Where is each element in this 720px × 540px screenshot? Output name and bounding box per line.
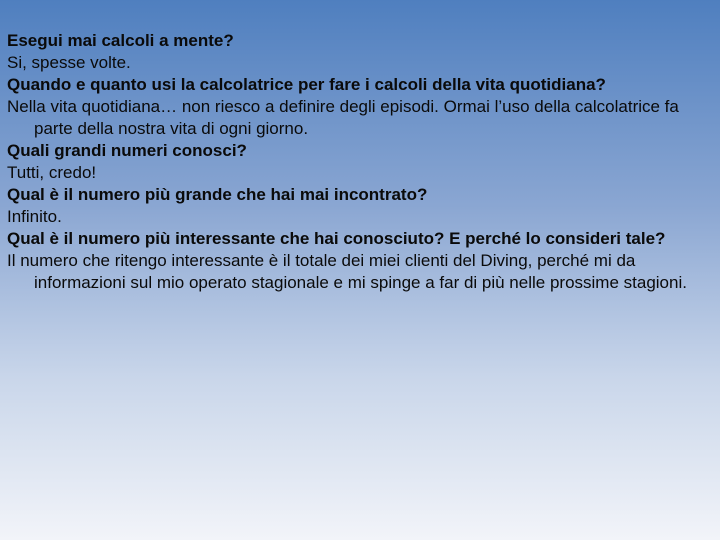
- interview-text: [7, 30, 715, 294]
- answer-3: Tutti, credo!: [7, 163, 97, 182]
- question-3: Quali grandi numeri conosci?: [7, 141, 247, 160]
- answer-4: Infinito.: [7, 207, 62, 226]
- answer-1: Si, spesse volte.: [7, 53, 131, 72]
- question-5: Qual è il numero più interessante che hai conosciuto? E perché lo consideri tale?: [7, 229, 666, 248]
- answer-2: Nella vita quotidiana… non riesco a definire degli episodi. Ormai l’uso della calcolatrice fa parte della nostra vita di ogni giorno.: [7, 97, 679, 138]
- question-1: Esegui mai calcoli a mente?: [7, 31, 234, 50]
- question-2: Quando e quanto usi la calcolatrice per fare i calcoli della vita quotidiana?: [7, 75, 606, 94]
- answer-5: Il numero che ritengo interessante è il totale dei miei clienti del Diving, perché mi da informazioni sul mio operato stagionale e mi spinge a far di più nelle prossime stagioni.: [7, 251, 687, 292]
- question-4: Qual è il numero più grande che hai mai incontrato?: [7, 185, 428, 204]
